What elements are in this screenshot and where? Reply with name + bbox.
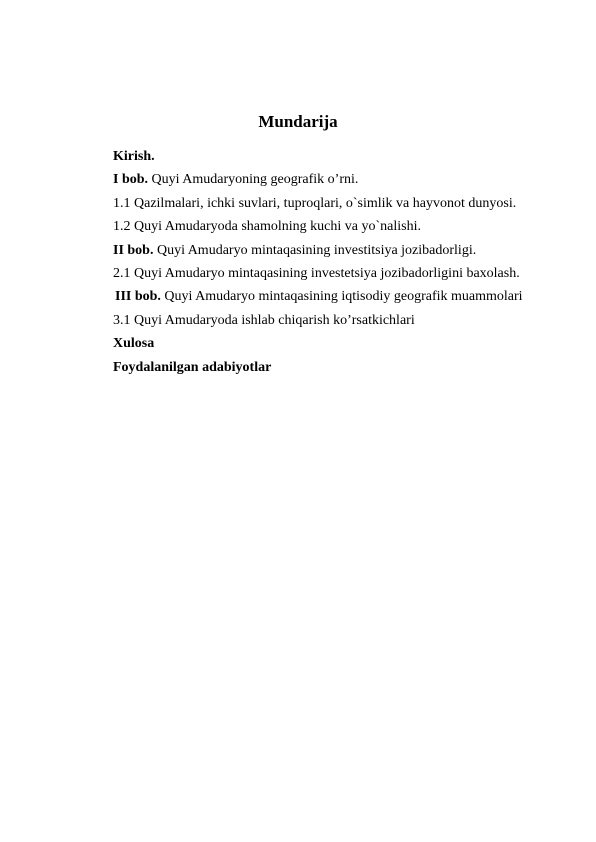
toc-entry-text: 2.1 Quyi Amudaryo mintaqasining investetsiya jozibadorligini baxolash. <box>113 265 520 281</box>
toc-entry-bold: Kirish. <box>113 149 155 164</box>
toc-entry-chapter-2 <box>113 243 573 266</box>
toc-entry-bold: Xulosa <box>113 336 155 352</box>
toc-entry-text: 3.1 Quyi Amudaryoda ishlab chiqarish ko’rsatkichlari <box>113 312 415 328</box>
toc-entry-chapter-3 <box>113 289 573 312</box>
toc-entry-chapter-1 <box>113 172 573 195</box>
toc-entry-text: 1.2 Quyi Amudaryoda shamolning kuchi va yo`nalishi. <box>113 219 421 235</box>
toc-entry-intro <box>113 149 573 172</box>
toc-entry-text: Quyi Amudaryo mintaqasining investitsiya jozibadorligi. <box>153 242 477 258</box>
toc-entry-bold: III bob. <box>115 289 161 305</box>
table-of-contents <box>113 149 573 383</box>
page-title: Mundarija <box>258 112 338 131</box>
toc-entry-text: Quyi Amudaryoning geografik o’rni. <box>148 172 359 188</box>
toc-entry-1-1 <box>113 196 573 219</box>
toc-entry-3-1 <box>113 313 573 336</box>
toc-entry-bold: Foydalanilgan adabiyotlar <box>113 359 272 375</box>
toc-entry-2-1 <box>113 266 573 289</box>
toc-entry-bold: II bob. <box>113 242 154 258</box>
toc-entry-references <box>113 360 573 383</box>
toc-entry-text: Quyi Amudaryo mintaqasining iqtisodiy geografik muammolari <box>160 289 523 305</box>
toc-entry-1-2 <box>113 219 573 242</box>
toc-entry-conclusion <box>113 336 573 359</box>
toc-entry-text: 1.1 Qazilmalari, ichki suvlari, tuproqlari, o`simlik va hayvonot dunyosi. <box>113 195 517 211</box>
toc-entry-bold: I bob. <box>113 172 149 188</box>
